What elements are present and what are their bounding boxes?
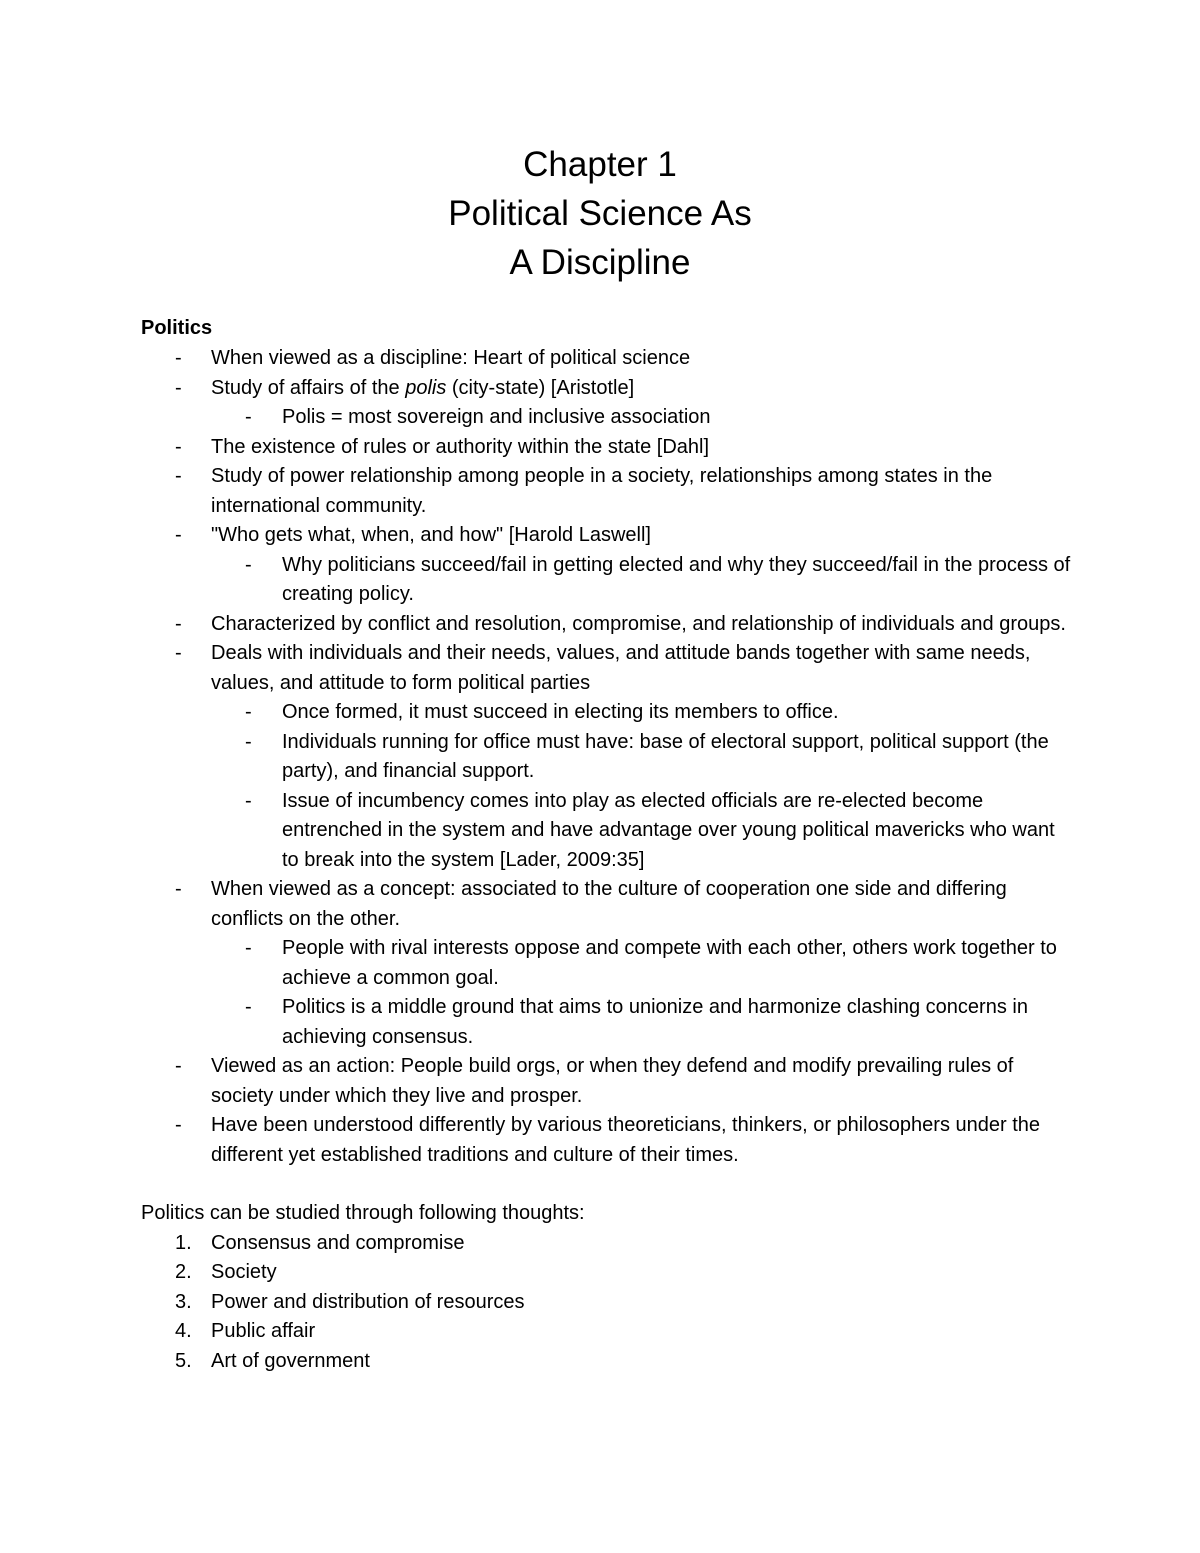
sub-list-item (141, 934, 1071, 993)
paragraph-gap (141, 1170, 1071, 1199)
sub-bullet-list (141, 403, 1071, 433)
dash-bullet: - (245, 730, 252, 753)
sub-list-item-text: Individuals running for office must have: base of electoral support, political support (the party), and financial support. (282, 730, 1049, 782)
item-number: 1. (175, 1231, 192, 1254)
list-item-text: Have been understood differently by various theoreticians, thinkers, or philosophers under the different yet established traditions and culture of their times. (211, 1114, 1041, 1166)
sub-list-item-text: People with rival interests oppose and compete with each other, others work together to achieve a common goal. (282, 937, 1057, 989)
dash-bullet: - (245, 996, 252, 1018)
title-line-3: A Discipline (509, 243, 691, 282)
sub-list-item (141, 993, 1071, 1052)
list-item (141, 344, 1071, 374)
dash-bullet: - (175, 524, 182, 546)
dash-bullet: - (175, 347, 182, 369)
list-item (141, 639, 1071, 875)
list-item-text: The existence of rules or authority within the state [Dahl] (211, 435, 710, 458)
list-item-text: "Who gets what, when, and how" [Harold Laswell] (211, 524, 651, 546)
list-item (141, 374, 1071, 433)
title-line-1: Chapter 1 (523, 145, 677, 184)
numbered-item (141, 1229, 1071, 1259)
item-number: 4. (175, 1320, 192, 1342)
list-item (141, 1111, 1071, 1170)
sub-list-item-text: Polis = most sovereign and inclusive association (282, 406, 711, 428)
numbered-item-text: Public affair (211, 1320, 316, 1342)
dash-bullet: - (175, 465, 182, 487)
sub-bullet-list (141, 551, 1071, 610)
sub-list-item (141, 787, 1071, 876)
sub-list-item (141, 728, 1071, 787)
sub-list-item-text: Issue of incumbency comes into play as elected officials are re-elected become entrenched in the system and have advantage over young political mavericks who want to break into the system [Lader, 2009:35] (282, 789, 1055, 871)
list-item (141, 610, 1071, 640)
list-item-text: (city-state) [Aristotle] (446, 376, 635, 399)
numbered-item (141, 1317, 1071, 1347)
list-item (141, 462, 1071, 521)
numbered-item-text: Power and distribution of resources (211, 1290, 525, 1313)
document-body (141, 314, 1071, 1376)
item-number: 3. (175, 1290, 192, 1313)
sub-list-item-text: Why politicians succeed/fail in getting elected and why they succeed/fail in the process of creating policy. (282, 553, 1071, 605)
numbered-item-text: Society (211, 1261, 277, 1283)
item-number: 2. (175, 1261, 192, 1283)
dash-bullet: - (175, 376, 182, 399)
thoughts-numbered-list (141, 1229, 1071, 1377)
sub-list-item (141, 698, 1071, 728)
sub-bullet-list (141, 934, 1071, 1052)
title-line-2: Political Science As (448, 194, 752, 233)
list-item-text: Characterized by conflict and resolution, compromise, and relationship of individuals and groups. (211, 612, 1066, 635)
list-item (141, 875, 1071, 1052)
thoughts-intro: Politics can be studied through following thoughts: (141, 1202, 585, 1224)
list-item-text: When viewed as a discipline: Heart of political science (211, 347, 691, 369)
list-item-text: Deals with individuals and their needs, values, and attitude bands together with same needs, values, and attitude to form political parties (211, 642, 1031, 694)
sub-list-item-text: Politics is a middle ground that aims to unionize and harmonize clashing concerns in achieving consensus. (282, 996, 1028, 1048)
numbered-item-text: Art of government (211, 1349, 370, 1372)
list-item (141, 521, 1071, 610)
list-item-italic-text: polis (405, 376, 447, 399)
dash-bullet: - (245, 937, 252, 959)
dash-bullet: - (175, 642, 182, 664)
list-item-text: Viewed as an action: People build orgs, or when they defend and modify prevailing rules of society under which they live and prosper. (211, 1055, 1014, 1107)
dash-bullet: - (245, 701, 252, 723)
dash-bullet: - (175, 435, 182, 458)
sub-list-item-text: Once formed, it must succeed in electing its members to office. (282, 701, 839, 723)
chapter-title (0, 140, 1200, 287)
list-item (141, 433, 1071, 463)
dash-bullet: - (245, 553, 252, 576)
list-item-text: Study of affairs of the (211, 376, 406, 399)
list-item (141, 1052, 1071, 1111)
dash-bullet: - (245, 789, 252, 812)
dash-bullet: - (175, 1114, 182, 1136)
list-item-text: When viewed as a concept: associated to the culture of cooperation one side and differing conflicts on the other. (211, 878, 1007, 930)
dash-bullet: - (175, 1055, 182, 1077)
section-heading: Politics (141, 317, 213, 339)
item-number: 5. (175, 1349, 192, 1372)
dash-bullet: - (245, 406, 252, 428)
sub-list-item (141, 551, 1071, 610)
sub-list-item (141, 403, 1071, 433)
numbered-item (141, 1288, 1071, 1318)
numbered-item-text: Consensus and compromise (211, 1231, 465, 1254)
sub-bullet-list (141, 698, 1071, 875)
list-item-text: Study of power relationship among people in a society, relationships among states in the international community. (211, 465, 993, 517)
politics-bullet-list (141, 344, 1071, 1170)
numbered-item (141, 1258, 1071, 1288)
dash-bullet: - (175, 612, 182, 635)
numbered-item (141, 1347, 1071, 1377)
dash-bullet: - (175, 878, 182, 900)
